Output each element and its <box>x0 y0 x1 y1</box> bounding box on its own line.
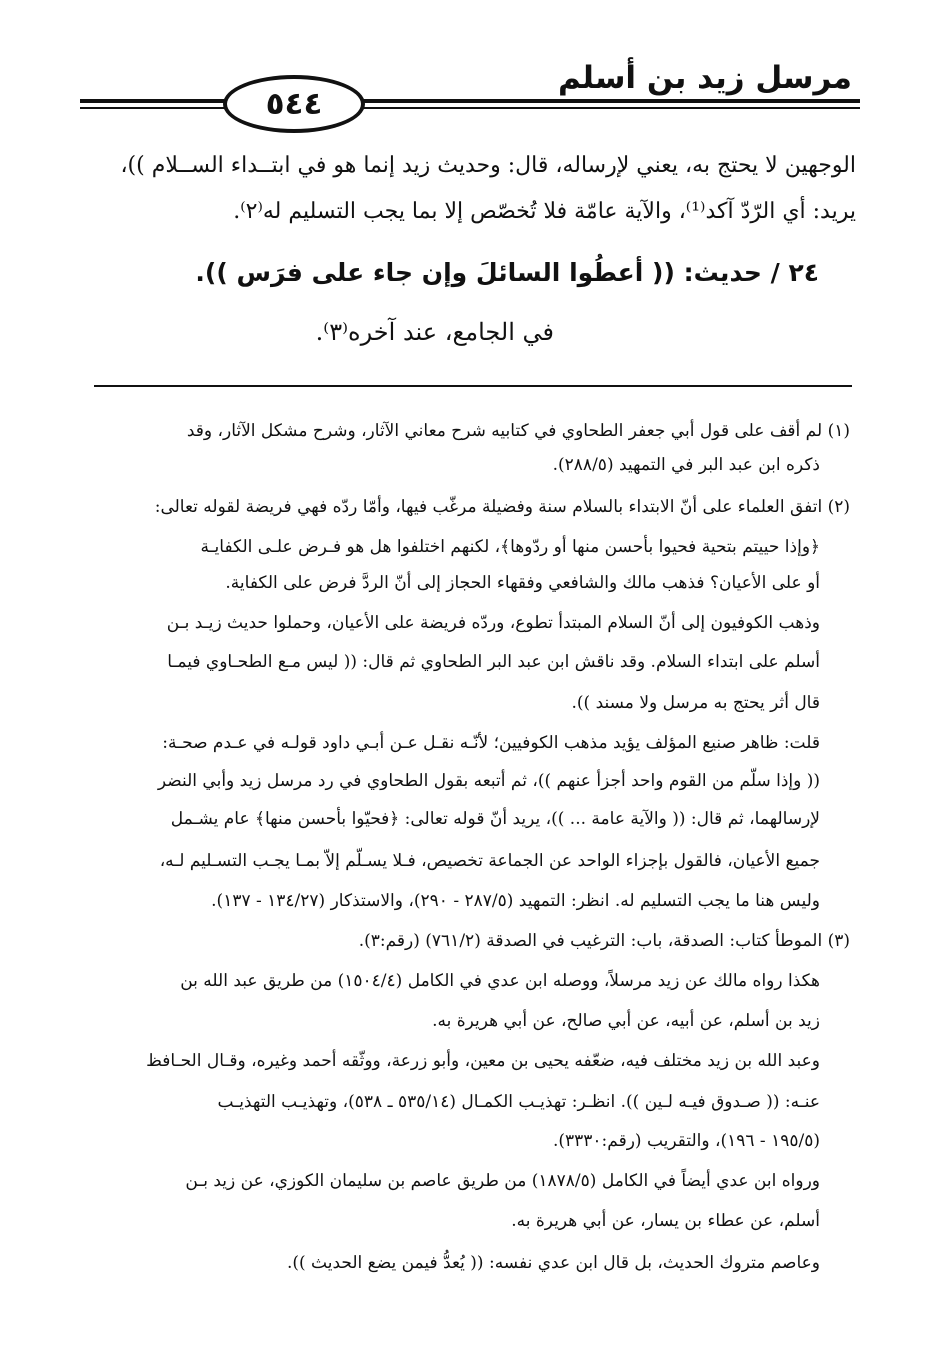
header-rule-thin <box>80 107 860 109</box>
footnote-line: (٣) الموطأ كتاب: الصدقة، باب: الترغيب في الصدقة (٧٦١/٢) (رقم:٣). <box>358 931 850 951</box>
page-header <box>80 58 860 128</box>
hadith-source: في الجامع، عند آخره⁽٣⁾. <box>315 318 554 346</box>
footnote-line: ذكره ابن عبد البر في التمهيد (٢٨٨/٥). <box>552 455 820 475</box>
footnote-line: ورواه ابن عدي أيضاً في الكامل (١٨٧٨/٥) من طريق عاصم بن سليمان الكوزي، عن زيد بـن <box>185 1171 820 1191</box>
footnote-line: ﴿وإذا حييتم بتحية فحيوا بأحسن منها أو ردّوها﴾، لكنهم اختلفوا هل هو فـرض علـى الكفايـة <box>200 537 820 557</box>
footnote-line: لإرسالهما، ثم قال: (( والآية عامة ... ))، يريد أنّ قوله تعالى: ﴿فحيّوا بأحسن منها﴾ عام يشـمل <box>170 809 820 829</box>
footnote-line: (( وإذا سلّم من القوم واحد أجزأ عنهم ))، ثم أتبعه بقول الطحاوي في رد مرسل زيد وأبي النضر <box>157 771 820 791</box>
footnote-line: قال أثر يحتج به مرسل ولا مسند )). <box>571 693 820 713</box>
hadith-number: ٢٤ / <box>770 258 819 287</box>
footnote-line: عنـه: (( صـدوق فيـه لـين )). انظـر: تهذيـب الكمـال (٥٣٥/١٤ ـ ٥٣٨)، وتهذيـب التهذيـب <box>217 1092 820 1112</box>
footnote-line: وذهب الكوفيون إلى أنّ السلام المبتدأ تطوع، وردّه فريضة على الأعيان، وحملوا حديث زيـد بـن <box>166 613 820 633</box>
body-line-1: الوجهين لا يحتج به، يعني لإرساله، قال: وحديث زيد إنما هو في ابتــداء الســلام ))، <box>120 153 856 178</box>
footnote-line: (١) لم أقف على قول أبي جعفر الطحاوي في كتابيه شرح معاني الآثار، وشرح مشكل الآثار، وقد <box>186 421 850 441</box>
hadith-text: (( أعطُوا السائلَ وإن جاء على فرَس )). <box>195 258 675 287</box>
footnote-line: أو على الأعيان؟ فذهب مالك والشافعي وفقهاء الحجاز إلى أنّ الردَّ فرض على الكفاية. <box>225 573 820 593</box>
footnote-line: وعبد الله بن زيد مختلف فيه، ضعّفه يحيى بن معين، وأبو زرعة، ووثّقه أحمد وغيره، وقـال الحـافظ <box>146 1051 820 1071</box>
hadith-heading <box>195 258 819 287</box>
footnote-line: (١٩٥/٥ - ١٩٦)، والتقريب (رقم:٣٣٣٠). <box>552 1131 820 1151</box>
footnote-line: جميع الأعيان، فالقول بإجزاء الواحد عن الجماعة تخصيص، فـلا يسـلّم إلاّ بمـا يجـب التسـليم لـه، <box>159 851 820 871</box>
footnote-line: أسلم، عن عطاء بن يسار، عن أبي هريرة به. <box>511 1211 820 1231</box>
footnote-line: هكذا رواه مالك عن زيد مرسلاً، ووصله ابن عدي في الكامل (١٥٠٤/٤) من طريق عبد الله بن <box>180 971 820 991</box>
hadith-label: حديث: <box>683 258 762 287</box>
header-rule-thick <box>80 99 860 103</box>
body-line-2: يريد: أي الرّدّ آكد⁽¹⁾، والآية عامّة فلا تُخصّص إلا بما يجب التسليم له⁽٢⁾. <box>233 199 856 224</box>
footnote-line: وعاصم متروك الحديث، بل قال ابن عدي نفسه: (( يُعدُّ فيمن يضع الحديث )). <box>286 1253 820 1273</box>
footnote-line: قلت: ظاهر صنيع المؤلف يؤيد مذهب الكوفيين؛ لأنّـه نقـل عـن أبـي داود قولـه في عـدم صحـة: <box>162 733 820 753</box>
footnote-separator <box>94 385 852 387</box>
footnote-line: أسلم على ابتداء السلام. وقد ناقش ابن عبد البر الطحاوي ثم قال: (( ليس مـع الطحـاوي فيمـا <box>167 652 820 672</box>
footnote-line: زيد بن أسلم، عن أبيه، عن أبي صالح، عن أبي هريرة به. <box>432 1011 820 1031</box>
running-title: مرسل زيد بن أسلم <box>557 60 852 96</box>
page-number: ٥٤٤ <box>223 75 365 133</box>
footnote-line: (٢) اتفق العلماء على أنّ الابتداء بالسلام سنة وفضيلة مرغّب فيها، وأمّا ردّه فهي فريضة لقوله تعالى: <box>154 497 850 517</box>
footnote-line: وليس هنا ما يجب التسليم له. انظر: التمهيد (٢٨٧/٥ - ٢٩٠)، والاستذكار (١٣٤/٢٧ - ١٣٧). <box>211 891 820 911</box>
